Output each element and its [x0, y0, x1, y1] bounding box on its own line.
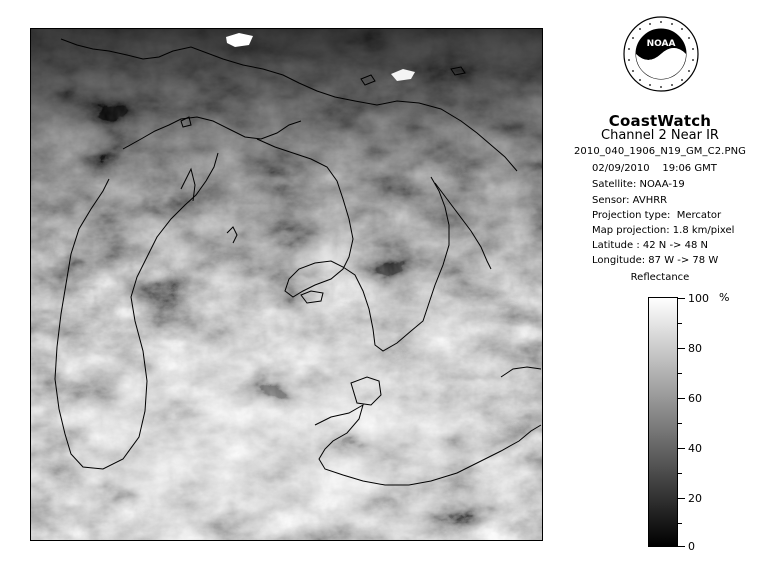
colorbar-label-0: 0	[688, 540, 695, 553]
product-title: CoastWatch	[608, 112, 712, 130]
colorbar-minor-tick	[678, 523, 682, 524]
file-name: 2010_040_1906_N19_GM_C2.PNG	[573, 146, 747, 157]
colorbar-label-60: 60	[688, 392, 702, 405]
logo-text: NOAA	[646, 39, 676, 49]
channel-label: Channel 2 Near IR	[601, 128, 719, 143]
map-projection: Map projection: 1.8 km/pixel	[592, 225, 735, 236]
colorbar-minor-tick	[678, 323, 682, 324]
sensor-info: Sensor: AVHRR	[592, 195, 668, 206]
colorbar-label-20: 20	[688, 492, 702, 505]
colorbar-label-80: 80	[688, 342, 702, 355]
colorbar-major-tick	[678, 498, 685, 499]
colorbar-major-tick	[678, 546, 685, 547]
reflectance-colorbar	[648, 297, 678, 547]
colorbar-major-tick	[678, 448, 685, 449]
longitude-range: Longitude: 87 W -> 78 W	[592, 255, 719, 266]
colorbar-label-40: 40	[688, 442, 702, 455]
colorbar-minor-tick	[678, 473, 682, 474]
colorbar-major-tick	[678, 398, 685, 399]
colorbar-label-100: 100	[688, 292, 709, 305]
colorbar-minor-tick	[678, 373, 682, 374]
projection-type: Projection type: Mercator	[592, 210, 722, 221]
satellite-image	[30, 28, 543, 541]
colorbar-unit: %	[719, 291, 730, 304]
colorbar-minor-tick	[678, 423, 682, 424]
satellite-image-svg	[31, 29, 543, 541]
colorbar-title: Reflectance	[630, 272, 690, 283]
date-time: 02/09/2010 19:06 GMT	[592, 163, 717, 174]
latitude-range: Latitude : 42 N -> 48 N	[592, 240, 708, 251]
noaa-logo	[620, 14, 702, 110]
colorbar-major-tick	[678, 348, 685, 349]
satellite-info: Satellite: NOAA-19	[592, 179, 685, 190]
colorbar-major-tick	[678, 298, 685, 299]
